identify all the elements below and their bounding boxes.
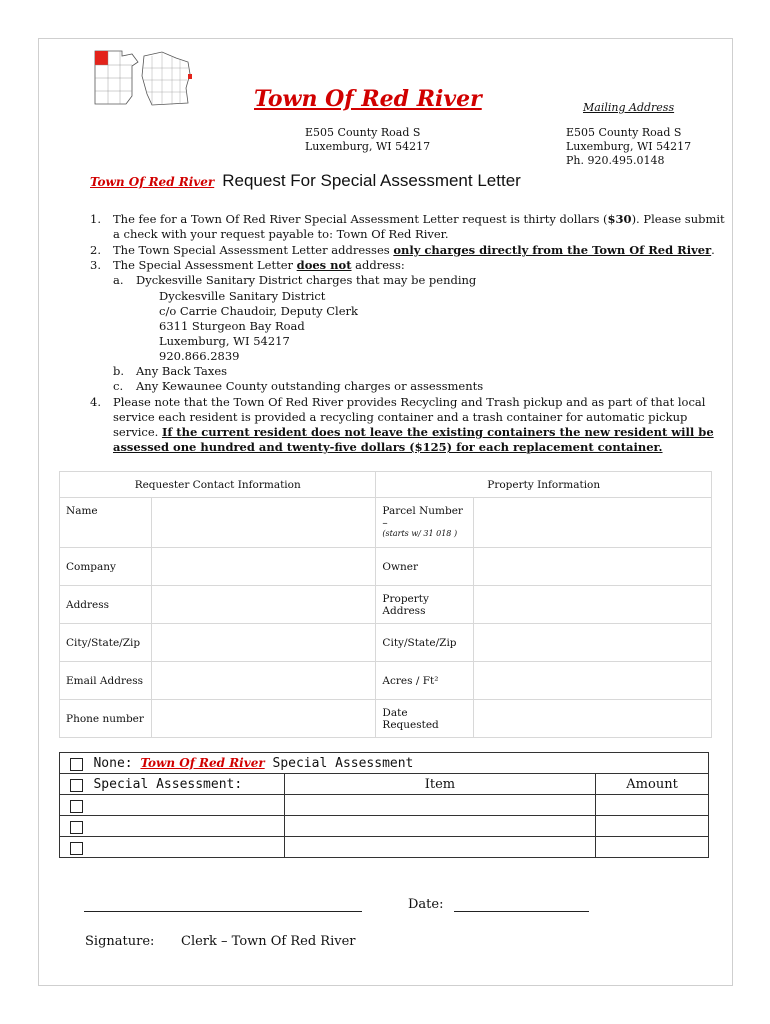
property-city-state-zip-field[interactable]: [474, 624, 712, 662]
sub-item-marker: c.: [113, 379, 124, 393]
amount-field[interactable]: [596, 837, 709, 858]
property-header: Property Information: [376, 472, 712, 498]
sub-item: Any Kewaunee County outstanding charges or assessments: [136, 379, 484, 393]
amount-header: Amount: [596, 774, 709, 795]
assessment-row: [60, 816, 709, 837]
date-requested-field[interactable]: [474, 700, 712, 738]
phone-label: Phone number: [60, 700, 152, 738]
date-requested-label: Date Requested: [376, 700, 474, 738]
date-label: Date:: [408, 897, 444, 912]
address-right: [566, 126, 691, 168]
acres-label: Acres / Ft²: [376, 662, 474, 700]
none-town: Town Of Red River: [140, 755, 265, 770]
list-item-continuation: a check with your request payable to: Town Of Red River.: [113, 227, 449, 241]
list-item-continuation: assessed one hundred and twenty-five dollars ($125) for each replacement container.: [113, 440, 663, 454]
parcel-number-field[interactable]: [474, 498, 712, 548]
list-number: 3.: [90, 258, 101, 272]
address-left: [305, 126, 430, 154]
property-city-state-zip-label: City/State/Zip: [376, 624, 474, 662]
assessment-row: [60, 837, 709, 858]
address-left-line: E505 County Road S: [305, 126, 421, 139]
none-checkbox[interactable]: [70, 758, 83, 771]
row-checkbox[interactable]: [70, 842, 83, 855]
district-line: Dyckesville Sanitary District: [159, 289, 326, 303]
company-field[interactable]: [151, 548, 376, 586]
list-item: Please note that the Town Of Red River provides Recycling and Trash pickup and as part of that local: [113, 395, 706, 409]
sub-item-marker: b.: [113, 364, 125, 378]
item-field[interactable]: [284, 795, 595, 816]
list-item: The fee for a Town Of Red River Special Assessment Letter request is thirty dollars ($30). Please submit: [113, 212, 725, 226]
address-right-line: E505 County Road S: [566, 126, 682, 139]
none-checkbox-cell[interactable]: [60, 753, 90, 774]
mailing-address-label: Mailing Address: [583, 101, 675, 114]
owner-field[interactable]: [474, 548, 712, 586]
row-blank: [89, 837, 284, 858]
acres-field[interactable]: [474, 662, 712, 700]
district-line: 920.866.2839: [159, 349, 240, 363]
sub-item-marker: a.: [113, 273, 124, 287]
sub-item: Any Back Taxes: [136, 364, 228, 378]
form-title-text: Request For Special Assessment Letter: [222, 171, 521, 190]
address-field[interactable]: [151, 586, 376, 624]
amount-field[interactable]: [596, 816, 709, 837]
signature-line[interactable]: [84, 911, 362, 912]
list-number: 4.: [90, 395, 101, 409]
date-line[interactable]: [454, 911, 589, 912]
town-title: Town Of Red River: [254, 86, 482, 112]
district-line: c/o Carrie Chaudoir, Deputy Clerk: [159, 304, 358, 318]
special-assessment-label: Special Assessment:: [89, 774, 284, 795]
sub-item: Dyckesville Sanitary District charges that may be pending: [136, 273, 477, 287]
address-left-line: Luxemburg, WI 54217: [305, 140, 431, 153]
form-title-town: Town Of Red River: [90, 175, 215, 189]
email-field[interactable]: [151, 662, 376, 700]
parcel-number-note: (starts w/ 31 018 ): [382, 529, 458, 538]
requester-header: Requester Contact Information: [60, 472, 376, 498]
name-label: Name: [60, 498, 152, 548]
row-checkbox-cell[interactable]: [60, 795, 90, 816]
row-blank: [89, 795, 284, 816]
company-label: Company: [60, 548, 152, 586]
list-number: 2.: [90, 243, 101, 257]
row-checkbox[interactable]: [70, 821, 83, 834]
phone-field[interactable]: [151, 700, 376, 738]
property-address-label: Property Address: [376, 586, 474, 624]
item-field[interactable]: [284, 816, 595, 837]
row-checkbox-cell[interactable]: [60, 816, 90, 837]
amount-field[interactable]: [596, 795, 709, 816]
owner-label: Owner: [376, 548, 474, 586]
property-address-field[interactable]: [474, 586, 712, 624]
phone-line: Ph. 920.495.0148: [566, 154, 665, 167]
row-blank: [89, 816, 284, 837]
list-number: 1.: [90, 212, 101, 226]
address-right-line: Luxemburg, WI 54217: [566, 140, 692, 153]
special-checkbox-cell[interactable]: [60, 774, 90, 795]
special-assessment-table: [59, 752, 709, 858]
city-state-zip-field[interactable]: [151, 624, 376, 662]
special-assessment-checkbox[interactable]: [70, 779, 83, 792]
list-item: The Special Assessment Letter does not address:: [113, 258, 405, 272]
row-checkbox[interactable]: [70, 800, 83, 813]
row-checkbox-cell[interactable]: [60, 837, 90, 858]
parcel-number-label: Parcel Number – (starts w/ 31 018 ): [376, 498, 474, 548]
district-line: Luxemburg, WI 54217: [159, 334, 290, 348]
district-line: 6311 Sturgeon Bay Road: [159, 319, 305, 333]
name-field[interactable]: [151, 498, 376, 548]
address-label: Address: [60, 586, 152, 624]
item-header: Item: [284, 774, 595, 795]
contact-property-table: [59, 471, 712, 738]
wisconsin-map-logo: [92, 48, 204, 110]
clerk-label: Clerk – Town Of Red River: [181, 934, 356, 949]
signature-label: Signature:: [85, 934, 155, 949]
email-label: Email Address: [60, 662, 152, 700]
item-field[interactable]: [284, 837, 595, 858]
assessment-row: [60, 795, 709, 816]
none-option: None: Town Of Red River Special Assessment: [89, 753, 708, 774]
list-item-continuation: service each resident is provided a recycling container and a trash container for automatic pickup: [113, 410, 688, 424]
list-item-continuation: service. If the current resident does not leave the existing containers the new resident will be: [113, 425, 714, 439]
list-item: The Town Special Assessment Letter addresses only charges directly from the Town Of Red River.: [113, 243, 715, 257]
form-title: [90, 171, 521, 191]
city-state-zip-label: City/State/Zip: [60, 624, 152, 662]
